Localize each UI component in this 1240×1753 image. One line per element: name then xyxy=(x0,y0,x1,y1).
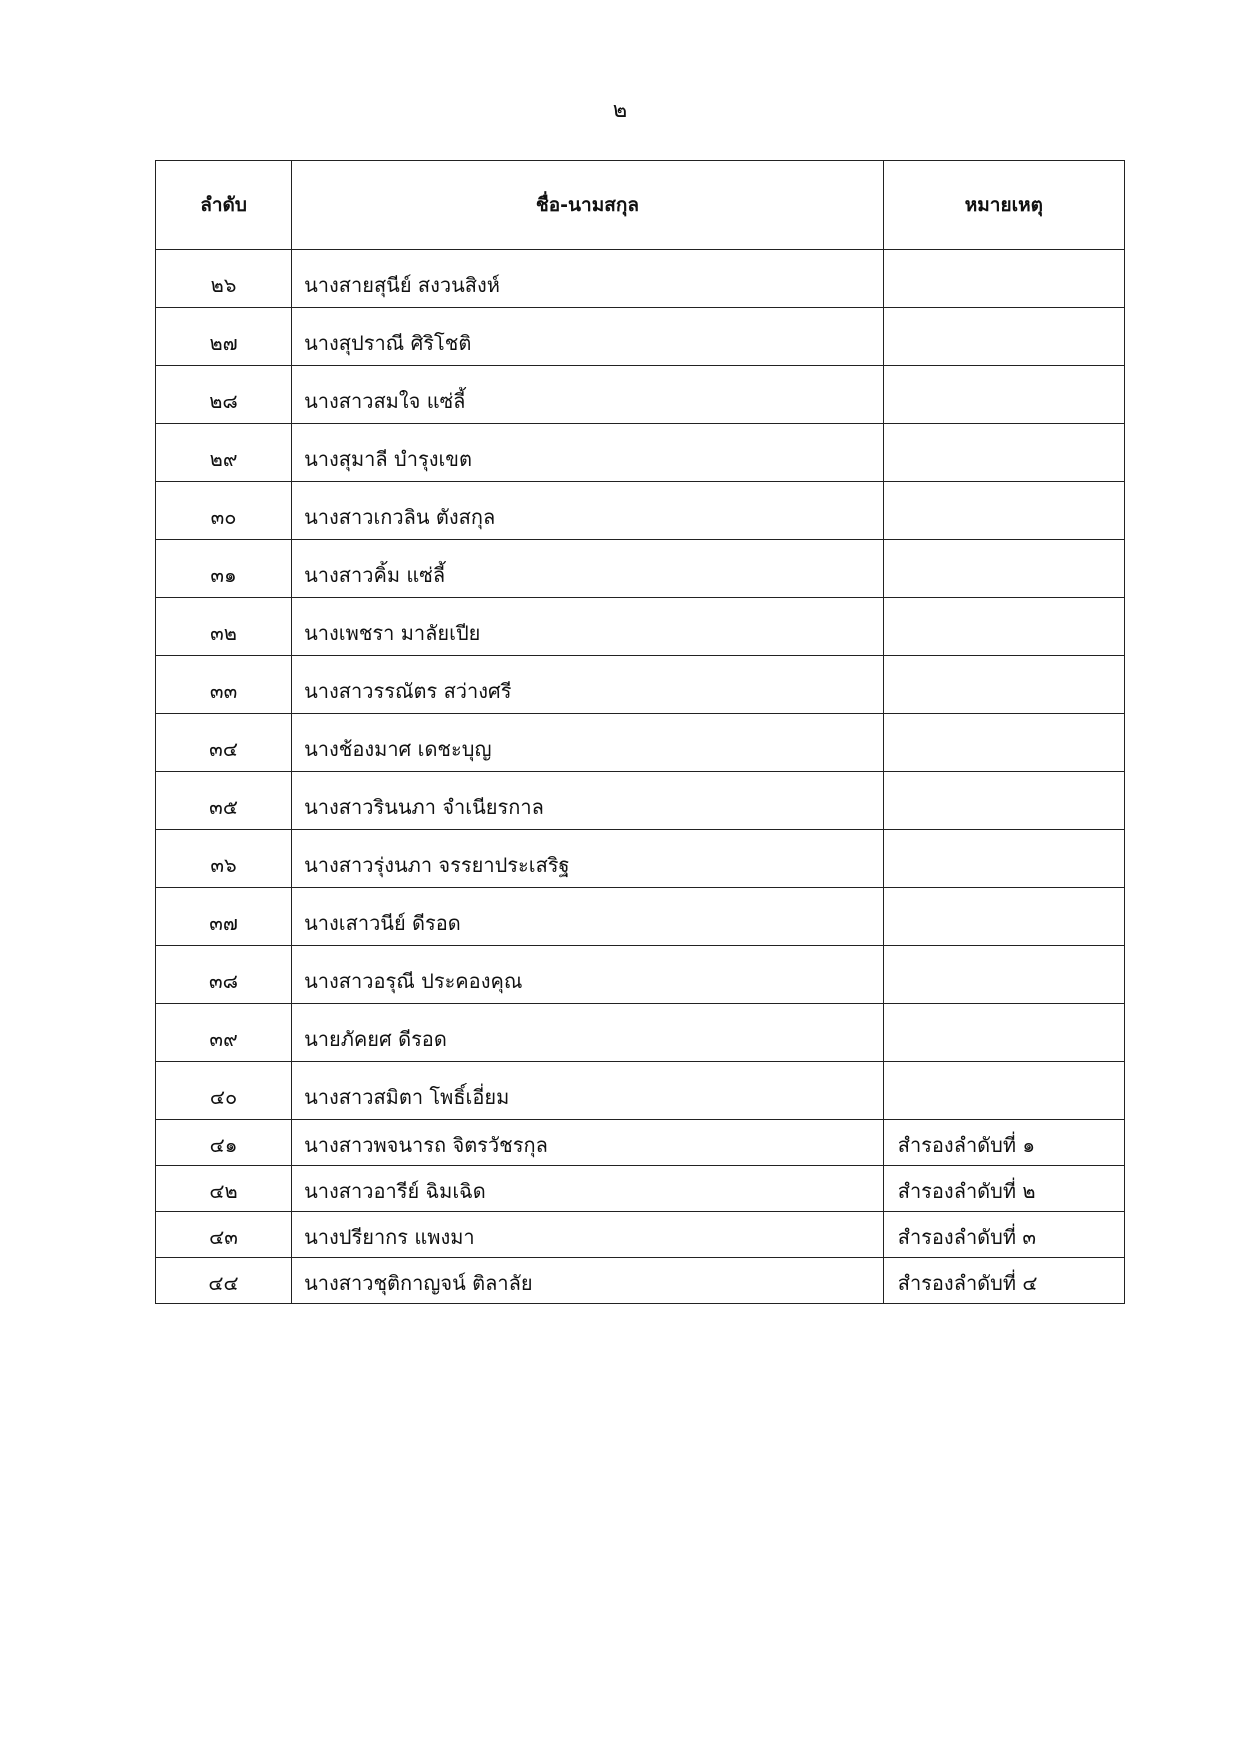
row-order: ๔๐ xyxy=(156,1062,292,1120)
table-row xyxy=(156,424,1125,482)
row-name: นางสาวอรุณี ประคองคุณ xyxy=(292,946,884,1004)
row-order: ๓๘ xyxy=(156,946,292,1004)
row-order: ๓๓ xyxy=(156,656,292,714)
row-remark xyxy=(883,772,1124,830)
row-remark: สำรองลำดับที่ ๓ xyxy=(883,1212,1124,1258)
row-order: ๓๐ xyxy=(156,482,292,540)
table-row xyxy=(156,1258,1125,1304)
row-remark xyxy=(883,1062,1124,1120)
row-name: นางสาวสมใจ แซ่ลี้ xyxy=(292,366,884,424)
row-order: ๒๙ xyxy=(156,424,292,482)
row-order: ๔๒ xyxy=(156,1166,292,1212)
row-order: ๓๒ xyxy=(156,598,292,656)
table-row xyxy=(156,1166,1125,1212)
row-name: นางเพชรา มาลัยเปีย xyxy=(292,598,884,656)
row-order: ๓๕ xyxy=(156,772,292,830)
table-row xyxy=(156,540,1125,598)
table-row xyxy=(156,888,1125,946)
row-name: นางสาวคิ้ม แซ่ลี้ xyxy=(292,540,884,598)
row-remark: สำรองลำดับที่ ๔ xyxy=(883,1258,1124,1304)
table-row xyxy=(156,366,1125,424)
row-remark xyxy=(883,888,1124,946)
row-order: ๓๗ xyxy=(156,888,292,946)
row-order: ๓๙ xyxy=(156,1004,292,1062)
row-remark xyxy=(883,830,1124,888)
table-row xyxy=(156,250,1125,308)
row-name: นางช้องมาศ เดชะบุญ xyxy=(292,714,884,772)
row-name: นายภัคยศ ดีรอด xyxy=(292,1004,884,1062)
row-order: ๓๑ xyxy=(156,540,292,598)
row-remark xyxy=(883,482,1124,540)
row-name: นางสาวรุ่งนภา จรรยาประเสริฐ xyxy=(292,830,884,888)
row-remark: สำรองลำดับที่ ๑ xyxy=(883,1120,1124,1166)
table-row xyxy=(156,598,1125,656)
row-remark xyxy=(883,656,1124,714)
row-name: นางสาวเกวลิน ตังสกุล xyxy=(292,482,884,540)
row-order: ๓๖ xyxy=(156,830,292,888)
row-remark xyxy=(883,308,1124,366)
table-row xyxy=(156,1004,1125,1062)
row-remark: สำรองลำดับที่ ๒ xyxy=(883,1166,1124,1212)
row-order: ๔๓ xyxy=(156,1212,292,1258)
table-row xyxy=(156,656,1125,714)
row-remark xyxy=(883,714,1124,772)
row-name: นางสาวรรณัตร สว่างศรี xyxy=(292,656,884,714)
header-remark: หมายเหตุ xyxy=(883,161,1124,250)
page-number: ๒ xyxy=(612,98,628,123)
row-name: นางสาวชุติกาญจน์ ติลาลัย xyxy=(292,1258,884,1304)
row-remark xyxy=(883,946,1124,1004)
row-name: นางสายสุนีย์ สงวนสิงห์ xyxy=(292,250,884,308)
table-row xyxy=(156,482,1125,540)
row-order: ๔๑ xyxy=(156,1120,292,1166)
table-row xyxy=(156,1212,1125,1258)
row-name: นางปรียากร แพงมา xyxy=(292,1212,884,1258)
row-name: นางสาวอารีย์ ฉิมเฉิด xyxy=(292,1166,884,1212)
row-name: นางสาวสมิตา โพธิ์เอี่ยม xyxy=(292,1062,884,1120)
row-remark xyxy=(883,598,1124,656)
row-remark xyxy=(883,366,1124,424)
table-body xyxy=(156,250,1125,1304)
table-row xyxy=(156,1120,1125,1166)
row-remark xyxy=(883,424,1124,482)
header-order: ลำดับ xyxy=(156,161,292,250)
table-header-row xyxy=(156,161,1125,250)
row-order: ๓๔ xyxy=(156,714,292,772)
row-remark xyxy=(883,1004,1124,1062)
row-remark xyxy=(883,540,1124,598)
name-list-table xyxy=(155,160,1125,1304)
header-name: ชื่อ-นามสกุล xyxy=(292,161,884,250)
table-row xyxy=(156,308,1125,366)
row-name: นางสาวพจนารถ จิตรวัชรกุล xyxy=(292,1120,884,1166)
row-order: ๒๖ xyxy=(156,250,292,308)
row-name: นางเสาวนีย์ ดีรอด xyxy=(292,888,884,946)
row-name: นางสุมาลี บำรุงเขต xyxy=(292,424,884,482)
table-row xyxy=(156,830,1125,888)
table-row xyxy=(156,1062,1125,1120)
row-name: นางสุปราณี ศิริโชติ xyxy=(292,308,884,366)
row-name: นางสาวรินนภา จำเนียรกาล xyxy=(292,772,884,830)
row-order: ๒๗ xyxy=(156,308,292,366)
row-order: ๒๘ xyxy=(156,366,292,424)
row-remark xyxy=(883,250,1124,308)
table-row xyxy=(156,772,1125,830)
row-order: ๔๔ xyxy=(156,1258,292,1304)
table-row xyxy=(156,714,1125,772)
table-row xyxy=(156,946,1125,1004)
